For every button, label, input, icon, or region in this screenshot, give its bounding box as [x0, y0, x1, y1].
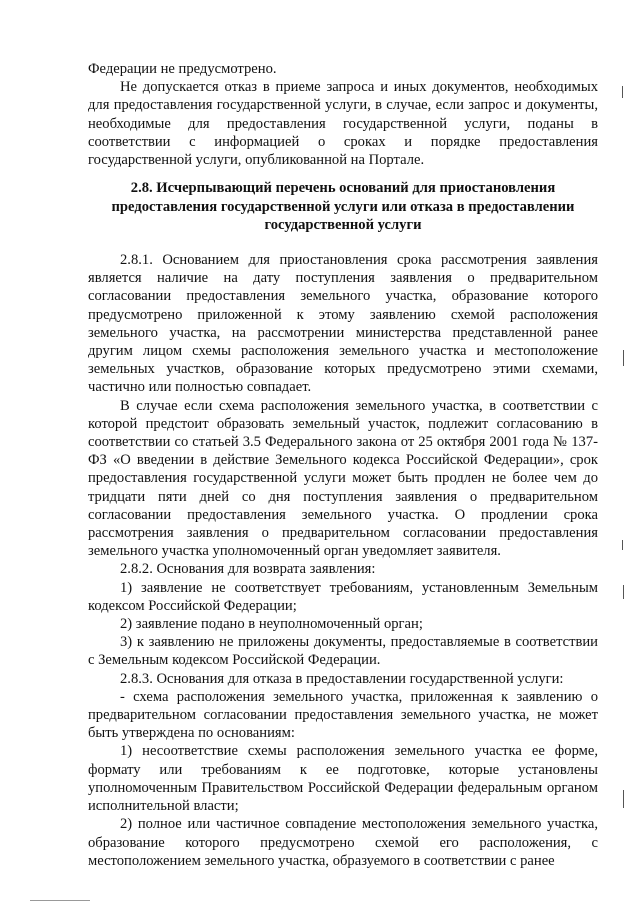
paragraph: 2.8.3. Основания для отказа в предоставлении государственной услуги: [120, 670, 564, 687]
paragraph: 1) несоответствие схемы расположения земельного участка ее форме, формату или требованиям к ее подготовке, которые установлены уполномоченным Правительством Российской Федерации федеральным органом исполнительной власти; [88, 743, 598, 815]
scan-edge-mark [623, 585, 624, 599]
paragraph: Не допускается отказ в приеме запроса и иных документов, необходимых для предоставления государственной услуги, в случае, если запрос и документы, необходимые для предоставления государственной услуги, поданы в соответствии с информацией о сроках и порядке предоставления государственной услуги, опубликованной на Портале. [88, 79, 598, 169]
main-paragraphs [88, 251, 598, 870]
paragraph: Федерации не предусмотрено. [88, 61, 277, 77]
top-paragraphs [88, 60, 598, 169]
paragraph: - схема расположения земельного участка, приложенная к заявлению о предварительном согласовании предоставления земельного участка, не может быть утверждена по основаниям: [88, 688, 598, 742]
paragraph: 2) заявление подано в неуполномоченный орган; [120, 616, 423, 633]
document-page [88, 60, 598, 870]
scan-edge-mark [30, 900, 90, 901]
paragraph: В случае если схема расположения земельного участка, в соответствии с которой предстоит образовать земельный участок, подлежит согласованию в соответствии со статьей 3.5 Федерального закона от 25 октября 2001 года № 137-ФЗ «О введении в действие Земельного кодекса Российской Федерации», срок предоставления государственной услуги может быть продлен не более чем до тридцати пяти дней со дня поступления заявления о предварительном согласовании предоставления земельного участка. О продлении срока рассмотрения заявления о предварительном согласовании предоставления земельного участка уполномоченный орган уведомляет заявителя. [88, 397, 598, 560]
paragraph: 2.8.2. Основания для возврата заявления: [120, 561, 376, 578]
paragraph: 3) к заявлению не приложены документы, предоставляемые в соответствии с Земельным кодексом Российской Федерации. [88, 634, 598, 669]
scan-edge-mark [622, 86, 623, 98]
scan-edge-mark [623, 350, 624, 366]
scan-edge-mark [622, 540, 623, 550]
paragraph: 1) заявление не соответствует требованиям, установленным Земельным кодексом Российской Федерации; [88, 579, 598, 614]
scan-edge-mark [623, 790, 624, 808]
paragraph: 2) полное или частичное совпадение местоположения земельного участка, образование которого предусмотрено схемой его расположения, с местоположением земельного участка, образуемого в соответствии с ранее [88, 816, 598, 869]
paragraph: 2.8.1. Основанием для приостановления срока рассмотрения заявления является наличие на дату поступления заявления о предварительном согласовании предоставления земельного участка, образование которого предусмотрено приложенной к этому заявлению схемой расположения земельного участка, на рассмотрении министерства представленной ранее другим лицом схемы расположения земельного участка и местоположение земельных участков, образование которых предусмотрено этими схемами, частично или полностью совпадает. [88, 252, 598, 396]
section-heading: 2.8. Исчерпывающий перечень оснований для приостановления предоставления государственной услуги или отказа в предоставлении государственной услуги [111, 180, 575, 234]
